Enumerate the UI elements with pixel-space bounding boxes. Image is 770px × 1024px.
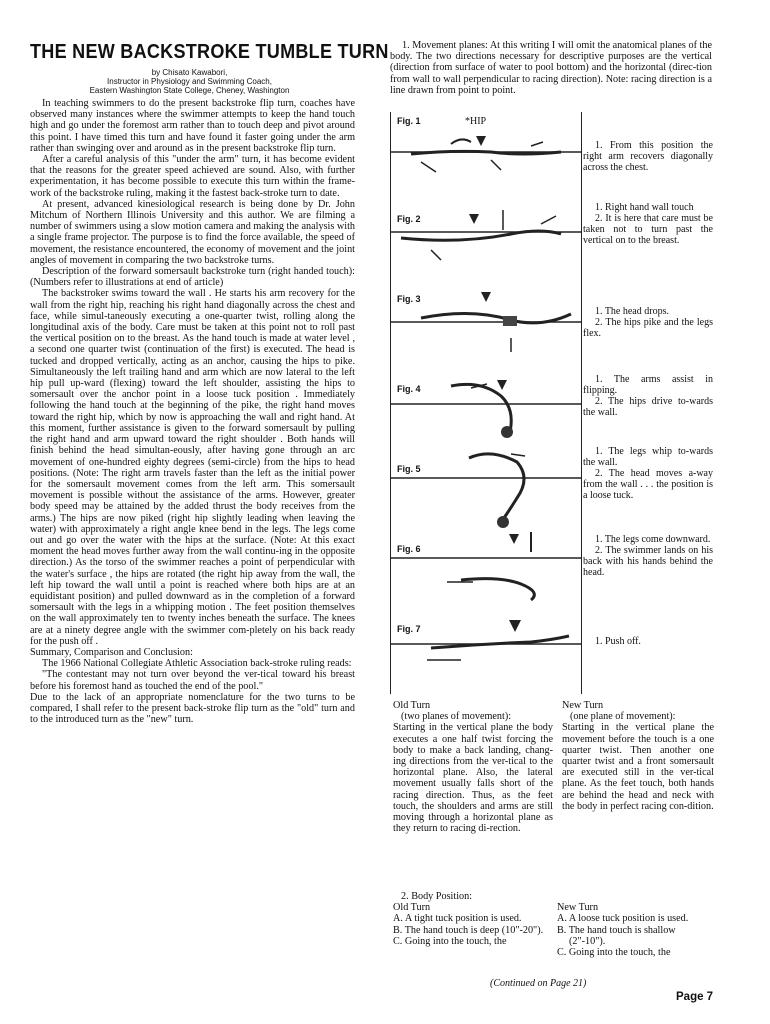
paragraph: At present, advanced kinesiological research is being done by Dr. John Mitchum of Northern Illinois University and this author. We are filming a number of swimmers using a slow motion camera and making the analysis with a single frame projector. The purpose is to find the force available, the speed of movement, the resistance encountered, the economy of movement and the joint angles of movement in comparing the two backstroke turns.	[30, 198, 355, 266]
figure-3	[391, 278, 581, 366]
body-position-old	[393, 902, 549, 958]
figure-7	[391, 616, 581, 694]
left-column	[30, 40, 389, 726]
figure-2-caption	[583, 202, 713, 246]
body-position-heading: 2. Body Position:	[401, 891, 473, 902]
old-turn-subheading: (two planes of movement):	[401, 711, 512, 723]
figure-1	[391, 112, 581, 194]
new-turn-label: New Turn	[557, 902, 599, 914]
old-turn-section	[393, 700, 553, 834]
paragraph: After a careful analysis of this "under the arm" turn, it has become evident that the reasons for the greater speed achieved are sound. Also, with further experimentation, it has become possible to execute this turn within the frame-work of the backstroke ruling, making it the fastest back-stroke turn to date.	[30, 154, 355, 199]
caption-line: 2. The head moves a-way from the wall . . . the position is a loose tuck.	[583, 468, 713, 501]
caption-line: 1. The arms assist in flipping.	[583, 374, 713, 396]
figure-4	[391, 366, 581, 448]
body-position-new	[557, 902, 713, 958]
figure-label: Fig. 5	[397, 464, 421, 474]
figure-label: Fig. 7	[397, 624, 421, 634]
list-item: B. The hand touch is deep (10"-20").	[393, 924, 544, 936]
figure-label: Fig. 1	[397, 116, 421, 126]
article-body	[30, 98, 355, 725]
paragraph: Description of the forward somersault backstroke turn (right handed touch): (Numbers refer to illustrations at end of article)	[30, 266, 355, 289]
byline-author: by Chisato Kawabori,	[151, 68, 228, 77]
list-item: A. A loose tuck position is used.	[557, 913, 689, 925]
figure-7-caption	[583, 636, 713, 647]
old-turn-label: Old Turn	[393, 902, 431, 914]
caption-line: 2. The hips drive to-wards the wall.	[583, 396, 713, 418]
caption-line: 1. From this position the right arm recovers diagonally across the chest.	[583, 140, 713, 173]
new-turn-section	[562, 700, 714, 812]
figure-3-caption	[583, 306, 713, 339]
paragraph: The 1966 National Collegiate Athletic Association back-stroke ruling reads:	[42, 658, 352, 670]
figure-label: Fig. 3	[397, 294, 421, 304]
new-turn-text: Starting in the vertical plane the movement before the touch is a one quarter twist. Then another one quarter twist and a front somersault are executed still in the ver-tical plane. As the feet touch, both hands are behind the head and neck with the body in perfect racing con-dition.	[562, 722, 714, 812]
figure-6	[391, 530, 581, 616]
figure-label: Fig. 4	[397, 384, 421, 394]
byline-role: Instructor in Physiology and Swimming Coach,	[107, 77, 272, 86]
old-turn-heading: Old Turn	[393, 700, 431, 711]
figure-6-caption	[583, 534, 713, 578]
new-turn-subheading: (one plane of movement):	[570, 711, 676, 723]
figure-2	[391, 194, 581, 278]
swimmer-illustration	[391, 530, 581, 616]
old-turn-text: Starting in the vertical plane the body executes a one half twist forcing the body to make a back landing, chang-ing directions from the ver-tical to the horizontal plane. Also, the lateral movement usually falls short of the racing direction. Thus, as the feet touch, the shoulders and arms are still moving through a horizontal plane as they return to racing di-rection.	[393, 722, 553, 835]
caption-line: 2. The swimmer lands on his back with his hands behind the head.	[583, 545, 713, 578]
body-position-section	[393, 891, 713, 958]
caption-line: 1. The head drops.	[595, 306, 669, 317]
figure-5	[391, 448, 581, 530]
paragraph: In teaching swimmers to do the present backstroke flip turn, coaches have observed many instances where the swimmer attempts to keep the hand touch high and go under the foremost arm rather than to touch deep and pivot around this point. I have timed this turn and have found it faster going under the arm rather than swinging over and around as in the present backstroke flip turn.	[30, 98, 355, 154]
figure-label: Fig. 2	[397, 214, 421, 224]
figure-label: Fig. 6	[397, 544, 421, 554]
list-item: C. Going into the touch, the	[557, 947, 671, 959]
swimmer-illustration	[391, 616, 581, 694]
list-item: C. Going into the touch, the	[393, 935, 507, 947]
swimmer-illustration	[391, 194, 581, 278]
continued-note: (Continued on Page 21)	[490, 978, 587, 989]
list-item: A. A tight tuck position is used.	[393, 913, 522, 925]
paragraph: Due to the lack of an appropriate nomenclature for the two turns to be compared, I shall refer to the present back-stroke flip turn as the "old" turn and to the introduced turn as the "new" turn.	[30, 691, 355, 726]
byline	[24, 68, 355, 95]
swimmer-illustration	[391, 112, 581, 194]
caption-line: 1. Right hand wall touch	[595, 202, 694, 213]
list-item: B. The hand touch is shallow (2"-10").	[557, 924, 676, 947]
figure-1-caption	[583, 140, 713, 173]
new-turn-heading: New Turn	[562, 700, 604, 711]
caption-line: 2. It is here that care must be taken not to turn past the vertical on to the breast.	[583, 213, 713, 246]
article-title: THE NEW BACKSTROKE TUMBLE TURN	[30, 40, 389, 63]
figure-strip	[390, 112, 582, 694]
page-number: Page 7	[676, 991, 714, 1003]
swimmer-illustration	[391, 448, 581, 530]
figure-5-caption	[583, 446, 713, 501]
paragraph: 1. Movement planes: At this writing I will omit the anatomical planes of the body. The two directions necessary for descriptive purposes are the vertical (direction from surface of water to pool bottom) and the horizontal (direc-tion from wall to wall perpendicular to racing direction). Note: racing direction is a line drawn from point to point.	[390, 40, 712, 96]
caption-line: 1. Push off.	[595, 636, 641, 647]
figure-4-caption	[583, 374, 713, 418]
summary-heading: Summary, Comparison and Conclusion:	[30, 646, 193, 658]
byline-institution: Eastern Washington State College, Cheney, Washington	[89, 86, 290, 95]
movement-planes-text	[390, 40, 712, 96]
paragraph: The backstroker swims toward the wall . He starts his arm recovery for the wall from the right hip, reaching his right hand diagonally across the chest and face, while simul-taneously executing a one-quarter twist, rolling along the longitudinal axis of the body. Care must be taken at this point not to roll past the vertical position on to the breast. As the hand touch is made at water level , a second one quarter twist (continuation of the first) is executed. The head is tucked and dropped vertically, acting as an anchor, causing the hips to pike. Simultaneously the left trailing hand and arm which are now lateral to the left hip pull up-ward (flexing) toward the left shoulder, assisting the hips to somersault over the anchor point in a loose tuck position . Immediately following the hand touch at the beginning of the pike, the right hand moves toward the right hip, which by now is approaching the wall and right hand. At this moment, further assistance is given to the forward somersault by pulling the right hand and arm upward toward the right shoulder . Both hands will finish behind the head simultan-eously, after having gone through an arc movement of one-hundred eighty degrees (semi-circle) from the hips to head positions. (Note: The right arm travels faster than the left as the initial power for the somersault movement comes from the left arm. This somersault movement is possible without the assistance of the arms. However, greater body speed may be attained by the added thrust the body receives from the arms.) The hips are now piked (right hip slightly leading when leaving the water) with approximately a right angle knee bend in the legs. The legs come out and go over the water with the hips at the surface. (Note: At this exact moment the head moves further away from the wall continu-ing in the opposite direction.) As the torso of the swimmer reaches a point of perpendicular with the water's surface , the hips are rotated (the right hip away from the wall, the left hip toward the wall until a point is reached where both hips are at an equidistant position) and pulled downward as in the completion of a forward somersault with the legs in a whipping motion . The feet position themselves on the wall approximately ten to twenty inches beneath the surface. The knees are at a ninety degree angle with the swimmer com-pletely on his back ready for the push off .	[30, 288, 355, 647]
caption-line: 1. The legs whip to-wards the wall.	[583, 446, 713, 468]
rule-quote: "The contestant may not turn over beyond the ver-tical toward his breast before his foremost hand as touched the end of the pool."	[30, 669, 355, 692]
caption-line: 2. The hips pike and the legs flex.	[583, 317, 713, 339]
swimmer-illustration	[391, 278, 581, 366]
hip-marker: *HIP	[465, 116, 487, 127]
caption-line: 1. The legs come downward.	[595, 534, 711, 545]
swimmer-illustration	[391, 366, 581, 448]
